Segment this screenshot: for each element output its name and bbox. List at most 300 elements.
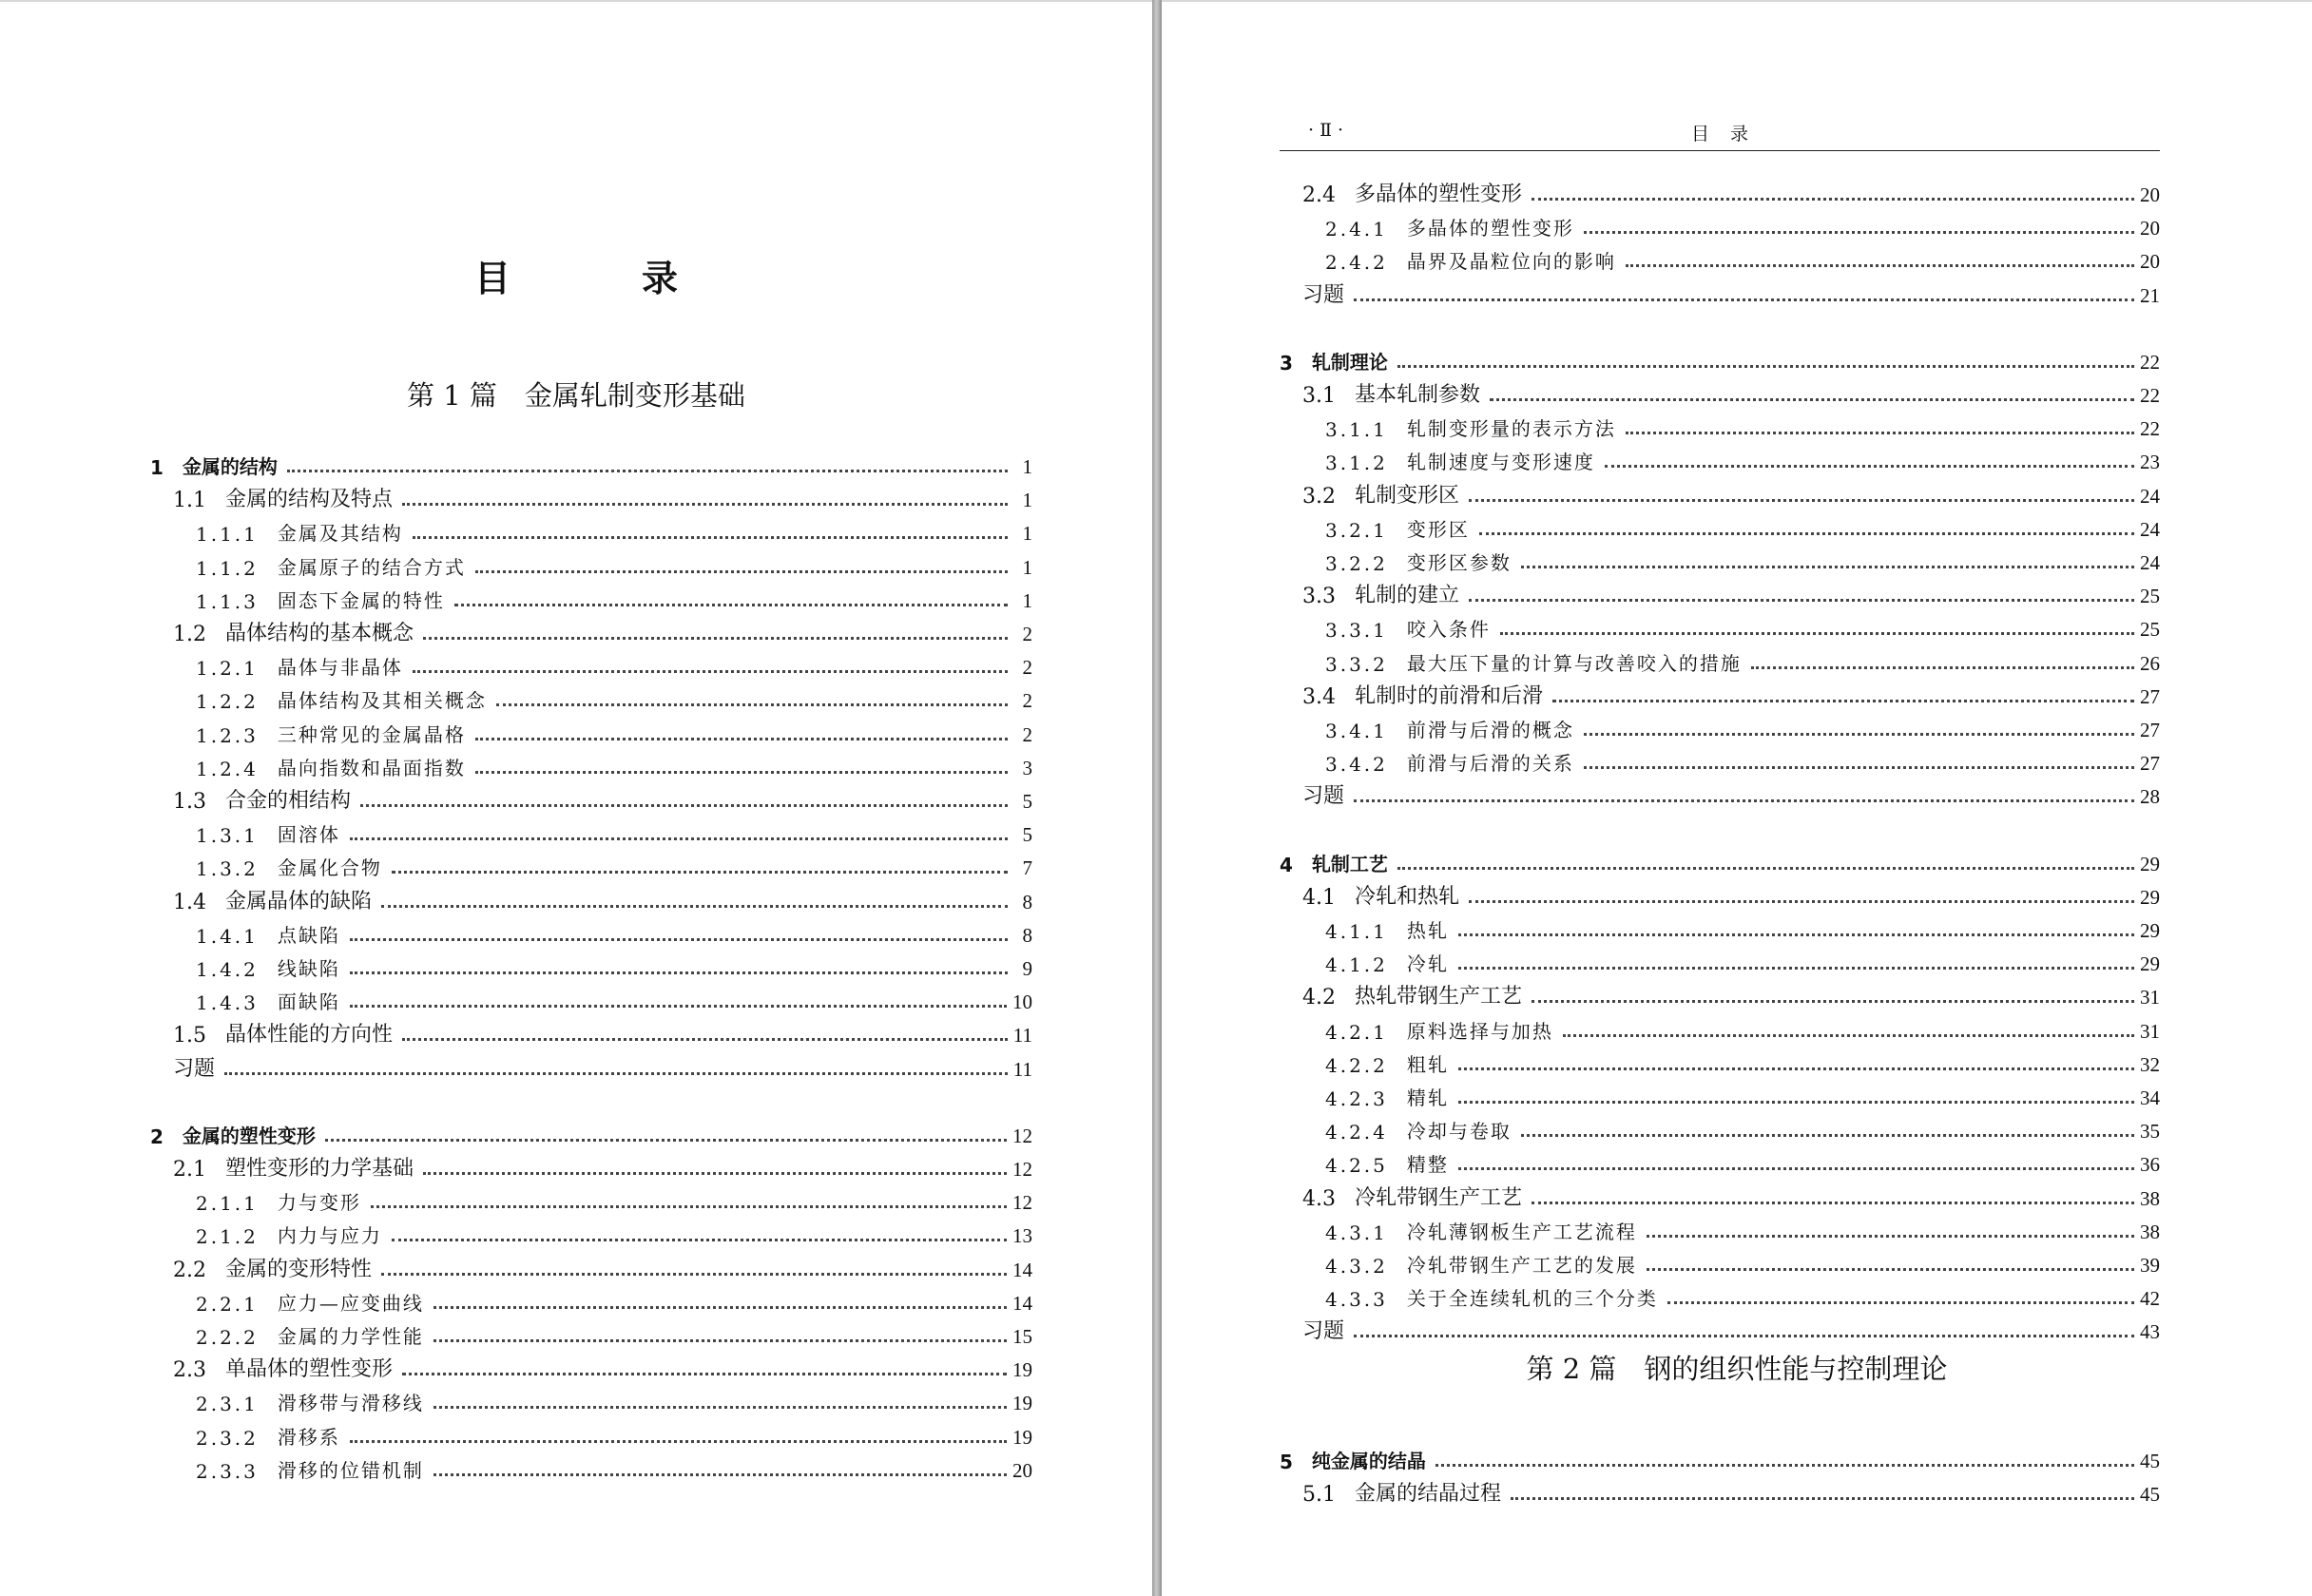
toc-entry-page: 20 bbox=[2140, 250, 2160, 274]
toc-entry[interactable] bbox=[1280, 609, 2160, 642]
toc-entry-title: 冷却与卷取 bbox=[1406, 1120, 1512, 1144]
toc-entry-number: 1.4 bbox=[173, 890, 206, 914]
toc-entry[interactable] bbox=[150, 781, 1032, 814]
page-gutter bbox=[1152, 0, 1162, 1596]
toc-entry-title: 金属化合物 bbox=[277, 856, 382, 880]
toc-entry-page: 23 bbox=[2140, 451, 2160, 474]
dot-leader bbox=[350, 837, 1008, 840]
toc-entry-number: 2.4.1 bbox=[1325, 218, 1388, 241]
toc-entry-title: 变形区 bbox=[1406, 517, 1470, 541]
toc-entry-title: 金属的结构及特点 bbox=[225, 488, 394, 512]
dot-leader bbox=[1667, 1301, 2134, 1304]
toc-entry-page: 31 bbox=[2140, 986, 2160, 1010]
toc-entry-title: 金属原子的结合方式 bbox=[277, 555, 466, 579]
toc-entry-page: 29 bbox=[2140, 852, 2160, 875]
toc-entry[interactable] bbox=[1280, 743, 2160, 776]
toc-entry-page: 1 bbox=[1022, 522, 1032, 546]
toc-entry[interactable] bbox=[150, 949, 1032, 981]
toc-entry[interactable] bbox=[1280, 1144, 2160, 1177]
toc-entry[interactable] bbox=[150, 1383, 1032, 1415]
toc-entry-page: 1 bbox=[1022, 588, 1032, 612]
toc-entry[interactable] bbox=[1280, 1212, 2160, 1244]
dot-leader bbox=[1458, 933, 2134, 936]
dot-leader bbox=[1458, 1167, 2134, 1170]
toc-entry[interactable] bbox=[150, 1317, 1032, 1349]
toc-entry[interactable] bbox=[150, 581, 1032, 613]
dot-leader bbox=[434, 1473, 1007, 1476]
toc-entry-page: 43 bbox=[2140, 1320, 2160, 1344]
toc-entry-number: 4 bbox=[1280, 853, 1293, 876]
toc-entry-title: 轧制的建立 bbox=[1355, 584, 1460, 608]
toc-entry[interactable] bbox=[1280, 844, 2160, 876]
dot-leader bbox=[1532, 198, 2134, 201]
dot-leader bbox=[423, 1172, 1007, 1175]
toc-entry[interactable] bbox=[1280, 1245, 2160, 1278]
dot-leader bbox=[1490, 398, 2134, 401]
dot-leader bbox=[423, 637, 1008, 640]
toc-entry[interactable] bbox=[150, 1283, 1032, 1316]
toc-entry[interactable] bbox=[150, 513, 1032, 546]
toc-entry[interactable] bbox=[1280, 276, 2160, 308]
toc-entry[interactable] bbox=[150, 480, 1032, 512]
toc-entry-page: 22 bbox=[2140, 384, 2160, 407]
toc-entry[interactable] bbox=[1280, 442, 2160, 474]
dot-leader bbox=[381, 905, 1008, 908]
toc-entry-title: 轧制变形区 bbox=[1355, 483, 1460, 508]
toc-entry-number: 1.4.2 bbox=[196, 958, 259, 981]
toc-entry-title: 关于全连续轧机的三个分类 bbox=[1406, 1287, 1658, 1311]
toc-entry-number: 1.3.2 bbox=[196, 857, 259, 881]
toc-entry-title: 金属的塑性变形 bbox=[182, 1124, 316, 1147]
toc-entry[interactable] bbox=[1280, 710, 2160, 742]
toc-entry-title: 晶体结构的基本概念 bbox=[225, 622, 414, 645]
toc-entry-number: 3.4.1 bbox=[1325, 720, 1388, 742]
toc-entry-number: 3 bbox=[1280, 351, 1293, 375]
toc-entry[interactable] bbox=[150, 915, 1032, 948]
toc-entry[interactable] bbox=[150, 848, 1032, 880]
toc-entry[interactable] bbox=[150, 1049, 1032, 1082]
toc-entry-number: 1 bbox=[150, 456, 164, 479]
toc-entry[interactable] bbox=[1280, 911, 2160, 943]
toc-entry-number: 4.2.4 bbox=[1325, 1121, 1388, 1144]
toc-entry[interactable] bbox=[1280, 1011, 2160, 1044]
toc-entry-page: 20 bbox=[2140, 217, 2160, 240]
toc-entry-page: 38 bbox=[2140, 1186, 2160, 1210]
dot-leader bbox=[1751, 666, 2134, 669]
toc-entry-number: 1.2.2 bbox=[196, 690, 259, 714]
toc-entry-page: 24 bbox=[2140, 551, 2160, 574]
toc-entry[interactable] bbox=[150, 1015, 1032, 1048]
dot-leader bbox=[350, 938, 1008, 941]
toc-entry-page: 8 bbox=[1022, 890, 1032, 913]
toc-entry-title: 滑移的位错机制 bbox=[277, 1458, 424, 1482]
toc-entry-number: 2.2.2 bbox=[196, 1326, 259, 1349]
running-title: 目录 bbox=[1690, 124, 1769, 144]
toc-entry-number: 2.2.1 bbox=[196, 1292, 259, 1316]
toc-entry-page: 22 bbox=[2140, 350, 2160, 374]
toc-entry[interactable] bbox=[1280, 476, 2160, 509]
toc-entry-title: 金属的变形特性 bbox=[225, 1257, 373, 1281]
dot-leader bbox=[325, 1139, 1007, 1142]
dot-leader bbox=[1458, 967, 2134, 970]
dot-leader bbox=[1500, 632, 2134, 635]
dot-leader bbox=[371, 1205, 1007, 1208]
toc-entry-page: 19 bbox=[1012, 1358, 1032, 1382]
toc-entry-number: 4.3.2 bbox=[1325, 1255, 1388, 1278]
toc-entry-title: 应力—应变曲线 bbox=[277, 1291, 424, 1315]
dot-leader bbox=[1435, 1464, 2134, 1467]
toc-entry-page: 38 bbox=[2140, 1220, 2160, 1243]
toc-entry-number: 4.1.1 bbox=[1325, 920, 1388, 943]
toc-entry-title: 热轧 bbox=[1406, 919, 1449, 942]
dot-leader bbox=[1584, 231, 2134, 234]
toc-entry[interactable] bbox=[150, 1350, 1032, 1382]
toc-entry-number: 2.1 bbox=[173, 1158, 206, 1182]
toc-entry-title: 金属及其结构 bbox=[277, 522, 403, 546]
dot-leader bbox=[350, 971, 1008, 974]
toc-entry-number: 1.1.1 bbox=[196, 523, 259, 547]
toc-entry-page: 12 bbox=[1012, 1191, 1032, 1215]
toc-entry-title: 多晶体的塑性变形 bbox=[1355, 183, 1523, 206]
toc-entry-page: 12 bbox=[1012, 1158, 1032, 1181]
toc-entry-number: 2.3.3 bbox=[196, 1459, 259, 1483]
dot-leader bbox=[402, 1373, 1007, 1375]
toc-entry-page: 1 bbox=[1022, 489, 1032, 512]
part-2-title: 第 2 篇 钢的组织性能与控制理论 bbox=[1526, 1353, 1948, 1385]
toc-entry-title: 线缺陷 bbox=[277, 957, 340, 980]
toc-entry-number: 3.1 bbox=[1302, 384, 1336, 408]
toc-entry-number: 1.1.3 bbox=[196, 589, 259, 613]
toc-entry[interactable] bbox=[1280, 944, 2160, 976]
toc-entry[interactable] bbox=[1280, 342, 2160, 375]
toc-entry[interactable] bbox=[150, 647, 1032, 680]
toc-entry-number: 3.3 bbox=[1302, 585, 1336, 609]
toc-entry-title: 轧制速度与变形速度 bbox=[1406, 451, 1595, 474]
dot-leader bbox=[475, 771, 1008, 774]
toc-entry-page: 24 bbox=[2140, 517, 2160, 541]
toc-entry-number: 1.5 bbox=[173, 1024, 206, 1048]
toc-entry-page: 11 bbox=[1012, 1057, 1032, 1081]
toc-entry-page: 31 bbox=[2140, 1019, 2160, 1043]
toc-entry-number: 1.3.1 bbox=[196, 824, 259, 848]
dot-leader bbox=[1469, 900, 2134, 903]
toc-entry[interactable] bbox=[1280, 777, 2160, 809]
toc-entry-number: 1.1.2 bbox=[196, 556, 259, 580]
toc-entry-title: 力与变形 bbox=[277, 1191, 361, 1215]
running-header bbox=[1280, 118, 2160, 151]
toc-entry-number: 4.3.3 bbox=[1325, 1288, 1388, 1312]
toc-entry-title: 合金的相结构 bbox=[225, 789, 352, 813]
toc-entry[interactable] bbox=[1280, 677, 2160, 709]
toc-entry-number: 4.1.2 bbox=[1325, 953, 1388, 977]
toc-entry[interactable] bbox=[1280, 1441, 2160, 1473]
toc-entry-page: 27 bbox=[2140, 684, 2160, 708]
dot-leader bbox=[1479, 532, 2134, 535]
toc-entry-number: 2.4 bbox=[1302, 183, 1336, 207]
toc-entry-number: 2 bbox=[150, 1125, 164, 1148]
toc-entry-number: 1.1 bbox=[173, 489, 206, 513]
toc-entry-page: 32 bbox=[2140, 1052, 2160, 1076]
toc-entry[interactable] bbox=[150, 548, 1032, 580]
toc-entry-page: 45 bbox=[2140, 1449, 2160, 1472]
toc-entry-page: 24 bbox=[2140, 484, 2160, 508]
toc-entry[interactable] bbox=[1280, 1045, 2160, 1077]
toc-entry-number: 1.4.1 bbox=[196, 924, 259, 948]
toc-entry-number: 3.2.2 bbox=[1325, 552, 1388, 575]
toc-entry-page: 19 bbox=[1012, 1425, 1032, 1449]
toc-entry[interactable] bbox=[1280, 977, 2160, 1010]
toc-entry[interactable] bbox=[150, 1116, 1032, 1148]
toc-entry-title: 晶向指数和晶面指数 bbox=[277, 756, 466, 779]
toc-entry-number: 2.3 bbox=[173, 1358, 206, 1383]
toc-entry-page: 36 bbox=[2140, 1153, 2160, 1177]
toc-entry-page: 2 bbox=[1022, 656, 1032, 680]
toc-entry-page: 21 bbox=[2140, 283, 2160, 307]
toc-entry-number: 4.3 bbox=[1302, 1186, 1336, 1211]
dot-leader bbox=[1584, 733, 2134, 736]
toc-entry[interactable] bbox=[1280, 1279, 2160, 1311]
dot-leader bbox=[434, 1339, 1007, 1342]
dot-leader bbox=[402, 1038, 1008, 1041]
toc-entry[interactable] bbox=[1280, 208, 2160, 240]
toc-entry-title: 轧制理论 bbox=[1311, 350, 1388, 374]
toc-entry[interactable] bbox=[150, 815, 1032, 847]
toc-entry-number: 5 bbox=[1280, 1450, 1293, 1473]
toc-entry-title: 金属的力学性能 bbox=[277, 1325, 424, 1348]
toc-entry[interactable] bbox=[1280, 175, 2160, 207]
toc-entry[interactable] bbox=[150, 1451, 1032, 1483]
toc-entry-page: 5 bbox=[1022, 823, 1032, 847]
dot-leader bbox=[402, 503, 1008, 506]
toc-entry-page: 2 bbox=[1022, 689, 1032, 713]
toc-entry-page: 25 bbox=[2140, 618, 2160, 642]
dot-leader bbox=[392, 871, 1008, 874]
toc-entry-page: 14 bbox=[1012, 1258, 1032, 1281]
toc-entry-number: 2.2 bbox=[173, 1258, 206, 1282]
toc-entry-page: 45 bbox=[2140, 1482, 2160, 1506]
dot-leader bbox=[1563, 1034, 2134, 1037]
toc-entry-title: 精轧 bbox=[1406, 1086, 1449, 1109]
dot-leader bbox=[1626, 432, 2134, 434]
toc-entry-title: 晶体与非晶体 bbox=[277, 656, 403, 680]
toc-entry-number: 2.1.1 bbox=[196, 1192, 259, 1216]
toc-entry[interactable] bbox=[150, 715, 1032, 747]
toc-entry-page: 13 bbox=[1012, 1224, 1032, 1248]
toc-entry-number: 4.2 bbox=[1302, 986, 1336, 1010]
toc-entry-title: 习题 bbox=[1302, 1319, 1345, 1344]
toc-entry[interactable] bbox=[150, 447, 1032, 479]
toc-entry-page: 14 bbox=[1012, 1291, 1032, 1315]
toc-entry[interactable] bbox=[1280, 877, 2160, 910]
toc-entry-number: 1.4.3 bbox=[196, 991, 259, 1015]
toc-entry-title: 晶体性能的方向性 bbox=[225, 1023, 394, 1048]
toc-entry[interactable] bbox=[1280, 241, 2160, 274]
toc-entry-title: 晶界及晶粒位向的影响 bbox=[1406, 250, 1616, 274]
toc-entry-page: 10 bbox=[1012, 990, 1032, 1014]
toc-entry[interactable] bbox=[150, 748, 1032, 780]
toc-entry[interactable] bbox=[1280, 1179, 2160, 1211]
dot-leader bbox=[1397, 365, 2134, 368]
toc-entry-page: 25 bbox=[2140, 585, 2160, 608]
toc-entry[interactable] bbox=[1280, 1474, 2160, 1507]
toc-entry-title: 前滑与后滑的关系 bbox=[1406, 752, 1574, 776]
toc-entry-number: 1.3 bbox=[173, 790, 206, 814]
toc-entry-title: 冷轧带钢生产工艺的发展 bbox=[1406, 1254, 1637, 1277]
dot-leader bbox=[1458, 1101, 2134, 1104]
toc-entry-page: 19 bbox=[1012, 1392, 1032, 1415]
dot-leader bbox=[1552, 700, 2134, 702]
toc-entry-title: 纯金属的结晶 bbox=[1311, 1449, 1426, 1472]
toc-entry[interactable] bbox=[150, 614, 1032, 646]
toc-entry-title: 轧制时的前滑和后滑 bbox=[1355, 683, 1544, 708]
toc-entry-number: 4.2.1 bbox=[1325, 1020, 1388, 1044]
toc-entry[interactable] bbox=[150, 1417, 1032, 1450]
running-page-label: · Ⅱ · bbox=[1308, 120, 1344, 141]
toc-entry-title: 变形区参数 bbox=[1406, 551, 1512, 574]
toc-entry-title: 金属的结构 bbox=[182, 455, 278, 478]
toc-entry-page: 42 bbox=[2140, 1287, 2160, 1311]
dot-leader bbox=[1584, 766, 2134, 769]
dot-leader bbox=[1354, 799, 2134, 802]
toc-entry-title: 冷轧带钢生产工艺 bbox=[1355, 1185, 1523, 1210]
toc-entry-number: 3.1.1 bbox=[1325, 418, 1388, 442]
toc-entry-title: 面缺陷 bbox=[277, 990, 340, 1014]
toc-entry[interactable] bbox=[150, 681, 1032, 713]
dot-leader bbox=[350, 1440, 1007, 1443]
toc-entry-page: 5 bbox=[1022, 790, 1032, 813]
toc-entry-page: 7 bbox=[1022, 856, 1032, 880]
toc-entry-page: 39 bbox=[2140, 1254, 2160, 1277]
toc-entry-number: 2.3.1 bbox=[196, 1393, 259, 1416]
toc-entry-page: 35 bbox=[2140, 1120, 2160, 1144]
dot-leader bbox=[1458, 1067, 2134, 1070]
toc-entry-page: 29 bbox=[2140, 952, 2160, 976]
toc-entry-number: 4.2.5 bbox=[1325, 1154, 1388, 1178]
part-1-title: 第 1 篇 金属轧制变形基础 bbox=[407, 379, 745, 412]
toc-entry-title: 热轧带钢生产工艺 bbox=[1355, 985, 1523, 1010]
toc-entry-title: 轧制工艺 bbox=[1311, 852, 1388, 875]
toc-entry-number: 1.2.4 bbox=[196, 757, 259, 780]
dot-leader bbox=[475, 738, 1008, 740]
toc-entry-number: 2.1.2 bbox=[196, 1225, 259, 1249]
toc-entry-number: 3.4 bbox=[1302, 684, 1336, 709]
toc-entry[interactable] bbox=[1280, 543, 2160, 575]
toc-entry-title: 习题 bbox=[1302, 784, 1345, 809]
toc-entry[interactable] bbox=[1280, 576, 2160, 608]
toc-entry-page: 29 bbox=[2140, 885, 2160, 909]
dot-leader bbox=[360, 804, 1008, 807]
toc-entry-page: 9 bbox=[1022, 957, 1032, 980]
toc-entry-number: 1.2.1 bbox=[196, 657, 259, 681]
toc-entry-number: 1.2.3 bbox=[196, 723, 259, 747]
toc-entry[interactable] bbox=[150, 1250, 1032, 1282]
toc-entry-title: 基本轧制参数 bbox=[1355, 383, 1481, 407]
dot-leader bbox=[1532, 1202, 2134, 1204]
toc-entry-title: 多晶体的塑性变形 bbox=[1406, 217, 1574, 240]
dot-leader bbox=[381, 1273, 1007, 1276]
toc-entry-page: 27 bbox=[2140, 719, 2160, 741]
toc-entry-page: 20 bbox=[1012, 1458, 1032, 1482]
toc-entry-number: 4.3.1 bbox=[1325, 1221, 1388, 1244]
toc-entry-title: 滑移系 bbox=[277, 1425, 340, 1449]
dot-leader bbox=[1647, 1268, 2134, 1271]
dot-leader bbox=[413, 536, 1008, 539]
toc-entry-page: 34 bbox=[2140, 1086, 2160, 1109]
toc-entry-title: 粗轧 bbox=[1406, 1052, 1449, 1076]
toc-title: 目 录 bbox=[473, 257, 725, 299]
toc-entry-number: 3.1.2 bbox=[1325, 452, 1388, 475]
toc-entry-title: 习题 bbox=[173, 1056, 216, 1081]
dot-leader bbox=[496, 703, 1008, 706]
toc-entry[interactable] bbox=[1280, 1078, 2160, 1110]
toc-entry-page: 20 bbox=[2140, 183, 2160, 206]
dot-leader bbox=[1469, 499, 2134, 502]
toc-entry[interactable] bbox=[1280, 1111, 2160, 1144]
dot-leader bbox=[1647, 1235, 2134, 1238]
toc-entry-page: 12 bbox=[1012, 1124, 1032, 1147]
dot-leader bbox=[1532, 1000, 2134, 1003]
toc-entry-title: 轧制变形量的表示方法 bbox=[1406, 417, 1616, 441]
toc-entry-title: 习题 bbox=[1302, 282, 1345, 307]
toc-entry-title: 塑性变形的力学基础 bbox=[225, 1157, 414, 1181]
toc-entry-page: 3 bbox=[1022, 756, 1032, 779]
toc-entry[interactable] bbox=[150, 1183, 1032, 1215]
dot-leader bbox=[1521, 566, 2134, 568]
toc-entry-number: 1.2 bbox=[173, 623, 206, 646]
toc-entry-title: 最大压下量的计算与改善咬入的措施 bbox=[1406, 651, 1742, 675]
toc-entry[interactable] bbox=[150, 1149, 1032, 1182]
dot-leader bbox=[413, 670, 1008, 673]
toc-entry-number: 3.4.2 bbox=[1325, 753, 1388, 777]
toc-entry-page: 22 bbox=[2140, 417, 2160, 441]
toc-entry-title: 精整 bbox=[1406, 1153, 1449, 1177]
toc-entry-page: 29 bbox=[2140, 919, 2160, 942]
dot-leader bbox=[1397, 867, 2134, 870]
toc-entry-page: 27 bbox=[2140, 752, 2160, 776]
dot-leader bbox=[1354, 1335, 2134, 1337]
toc-entry-title: 冷轧薄钢板生产工艺流程 bbox=[1406, 1220, 1637, 1243]
toc-entry-title: 固态下金属的特性 bbox=[277, 588, 445, 612]
toc-entry[interactable] bbox=[150, 982, 1032, 1014]
toc-entry[interactable] bbox=[1280, 409, 2160, 441]
toc-entry-title: 晶体结构及其相关概念 bbox=[277, 689, 487, 713]
toc-entry[interactable] bbox=[1280, 375, 2160, 408]
toc-entry-number: 4.2.3 bbox=[1325, 1087, 1388, 1110]
toc-entry[interactable] bbox=[1280, 1312, 2160, 1344]
toc-entry-number: 3.2.1 bbox=[1325, 518, 1388, 542]
dot-leader bbox=[1605, 465, 2134, 468]
toc-entry-number: 5.1 bbox=[1302, 1482, 1336, 1507]
toc-entry-title: 点缺陷 bbox=[277, 923, 340, 947]
toc-entry-number: 3.2 bbox=[1302, 484, 1336, 509]
toc-entry-page: 8 bbox=[1022, 923, 1032, 947]
toc-entry[interactable] bbox=[150, 1216, 1032, 1248]
toc-entry-page: 2 bbox=[1022, 722, 1032, 746]
toc-entry-page: 28 bbox=[2140, 785, 2160, 809]
dot-leader bbox=[434, 1306, 1007, 1309]
toc-entry[interactable] bbox=[1280, 510, 2160, 542]
toc-entry[interactable] bbox=[1280, 644, 2160, 676]
toc-entry-number: 4.2.2 bbox=[1325, 1053, 1388, 1077]
toc-entry-page: 15 bbox=[1012, 1325, 1032, 1348]
dot-leader bbox=[434, 1406, 1007, 1409]
toc-entry-title: 单晶体的塑性变形 bbox=[225, 1357, 394, 1382]
toc-entry[interactable] bbox=[150, 882, 1032, 914]
toc-entry-title: 滑移带与滑移线 bbox=[277, 1392, 424, 1415]
toc-entry-title: 金属晶体的缺陷 bbox=[225, 889, 373, 913]
toc-entry-page: 11 bbox=[1012, 1024, 1032, 1048]
dot-leader bbox=[1626, 264, 2134, 267]
